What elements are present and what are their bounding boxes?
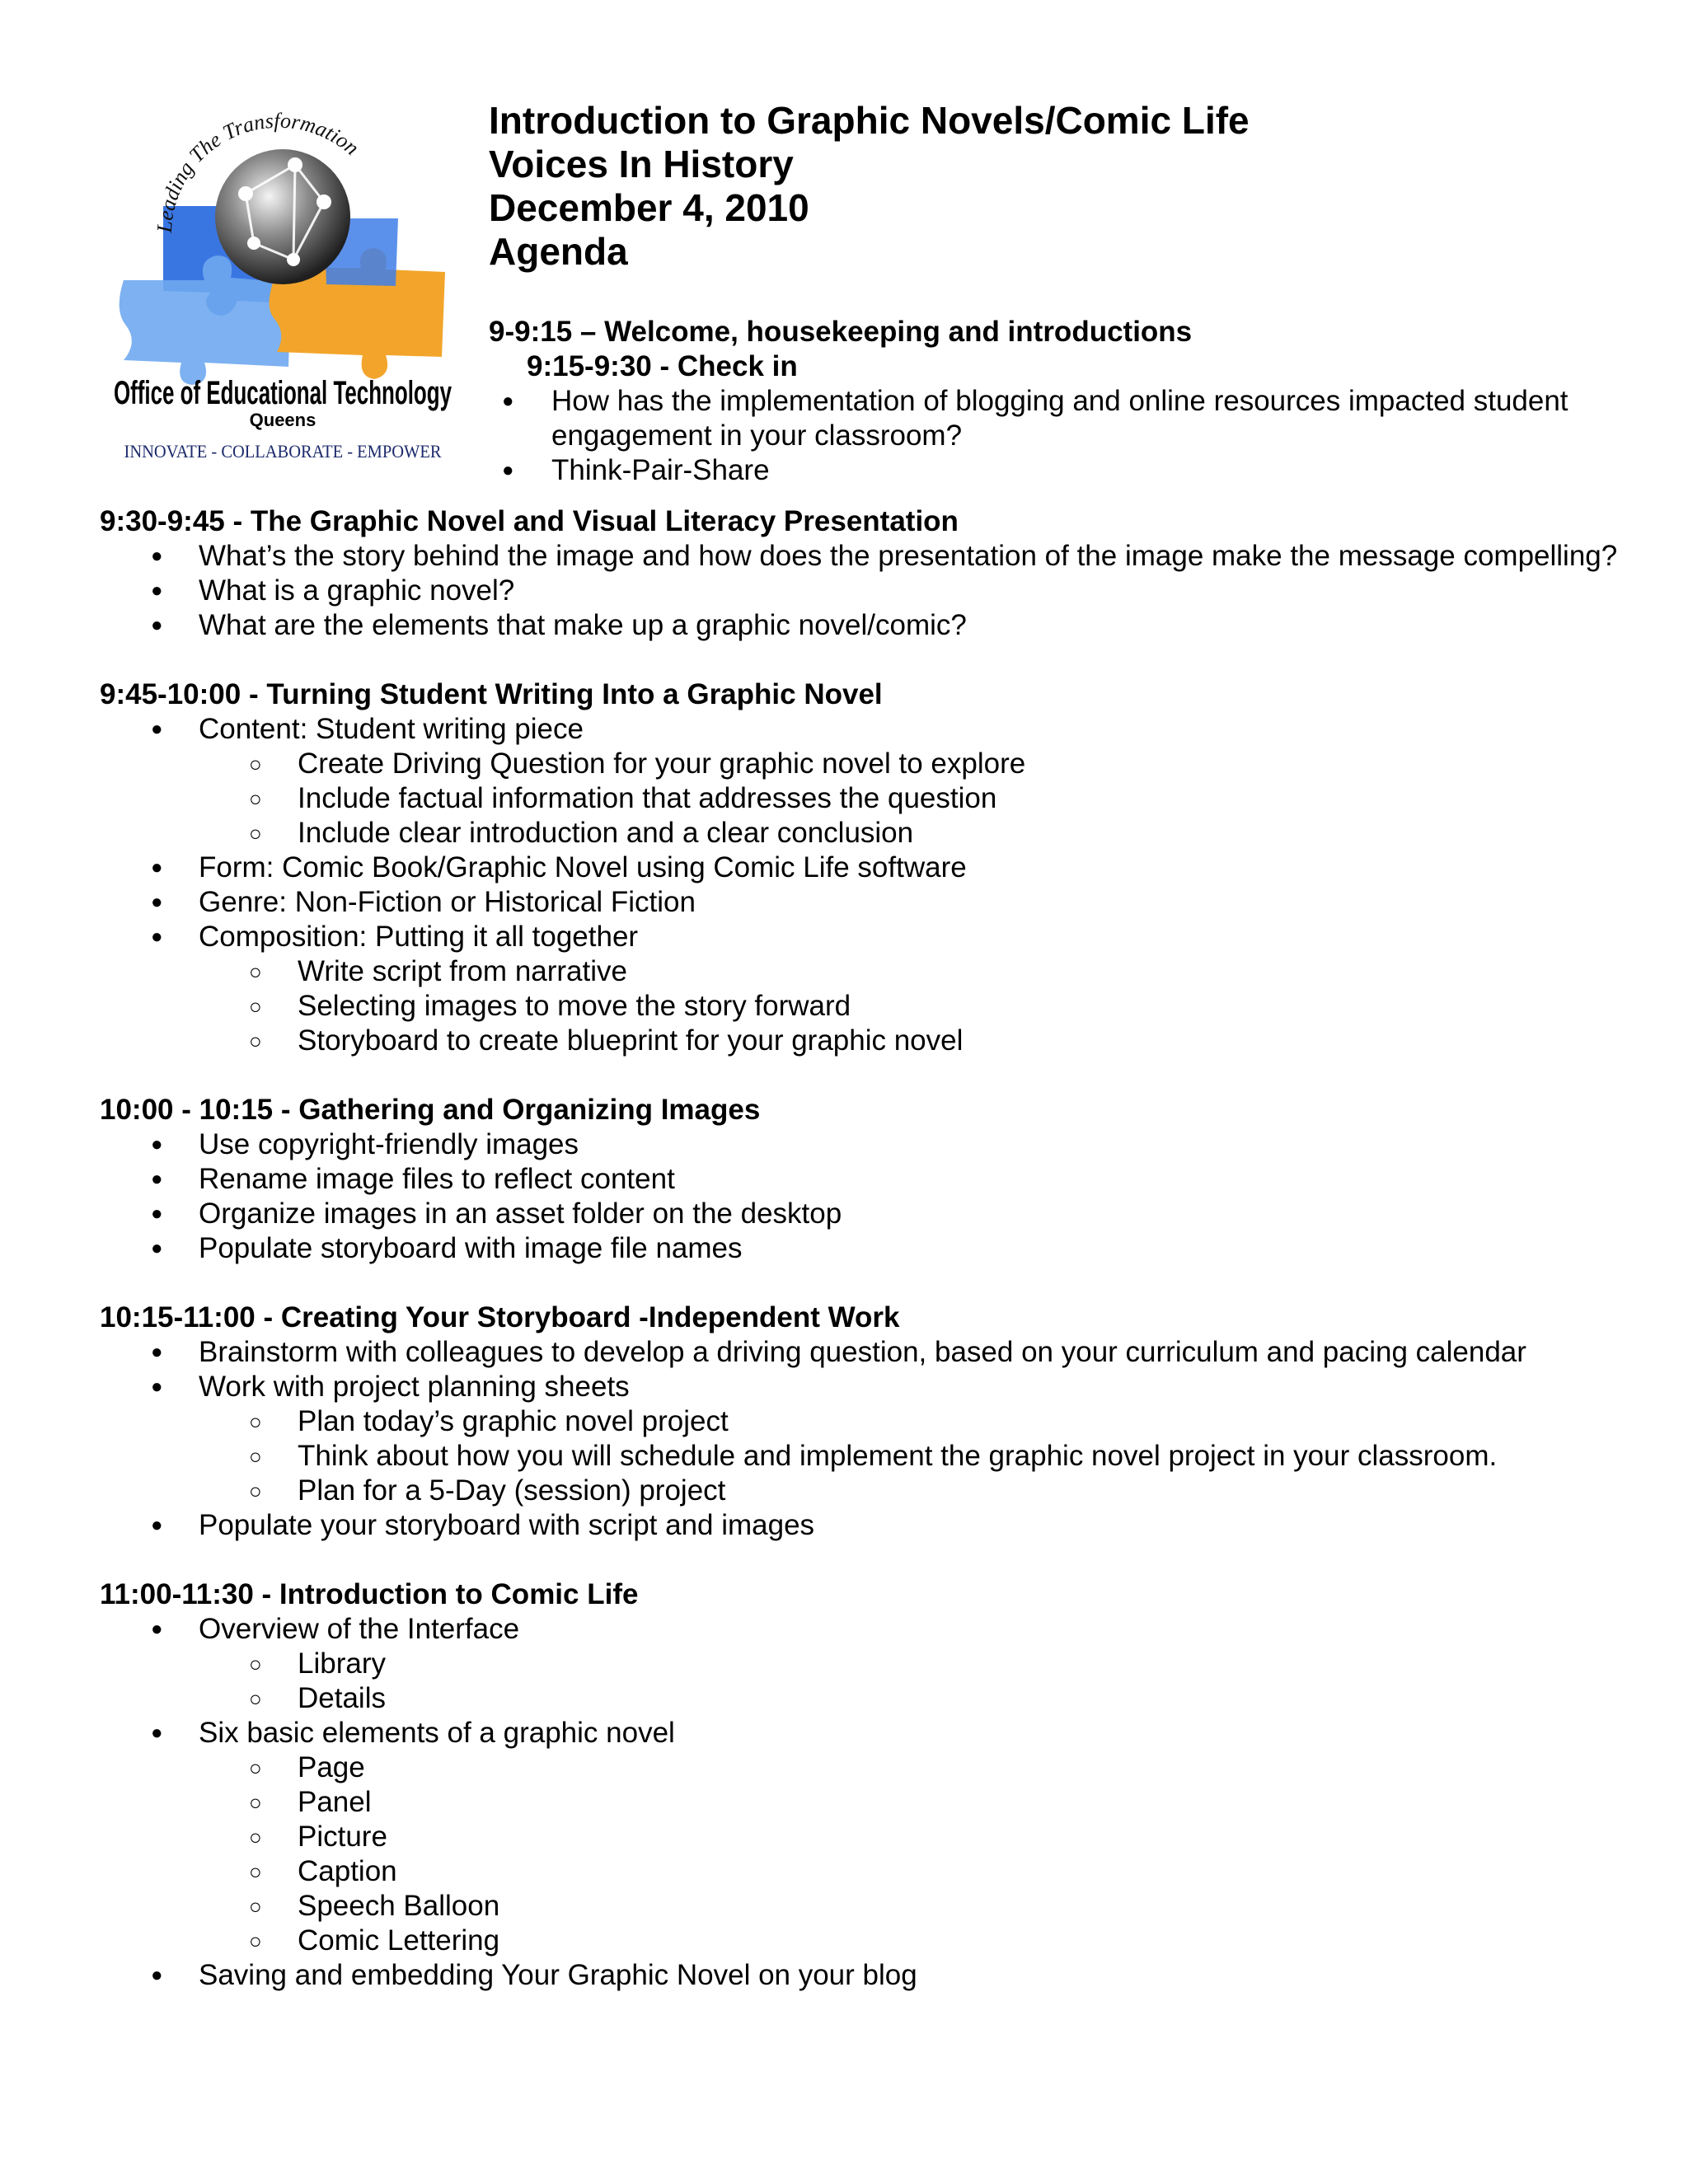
logo [106,95,460,470]
list-item: ● Use copyright-friendly images [100,1127,1649,1162]
section-heading: 10:00 - 10:15 - Gathering and Organizing Images [100,1094,761,1126]
list-item: ● Genre: Non-Fiction or Historical Fiction [100,885,1649,920]
list-item: ● Populate storyboard with image file names [100,1231,1649,1266]
logo-tagline: INNOVATE - COLLABORATE - EMPOWER [124,441,442,462]
sub-list-item: ○ Caption [100,1854,1649,1889]
list-item: ● What are the elements that make up a graphic novel/comic? [100,608,1649,643]
sub-list-item: ○ Details [100,1681,1649,1716]
section-graphic-novel-presentation [100,504,1649,643]
sub-list-item: ○ Storyboard to create blueprint for your graphic novel [100,1024,1649,1058]
checkin-list [451,384,1659,488]
section-heading: 9:30-9:45 - The Graphic Novel and Visual Literacy Presentation [100,505,959,537]
list-item: ● What is a graphic novel? [100,574,1649,608]
list-item: ● How has the implementation of blogging and online resources impacted student engagement in your classroom? [451,384,1659,453]
list-item: ● Content: Student writing piece [100,712,1649,747]
logo-borough: Queens [249,410,316,430]
list-item: ● Composition: Putting it all together [100,920,1649,954]
sub-list-item: ○ Include factual information that addresses the question [100,781,1649,816]
agenda-body [100,504,1649,2027]
sub-list-item: ○ Picture [100,1820,1649,1854]
checkin-heading: 9:15-9:30 - Check in [527,350,798,382]
sub-list-item: ○ Include clear introduction and a clear conclusion [100,816,1649,851]
section-storyboard [100,1301,1649,1543]
sub-list-item: ○ Library [100,1647,1649,1681]
document-subtitle: Voices In History [489,143,794,185]
section-gathering-images [100,1093,1649,1266]
sub-list-item: ○ Plan today’s graphic novel project [100,1404,1649,1439]
sub-list-item: ○ Selecting images to move the story forward [100,989,1649,1024]
section-heading: 11:00-11:30 - Introduction to Comic Life [100,1578,639,1610]
logo-graphic [106,95,460,470]
section-student-writing [100,677,1649,1058]
document-date: December 4, 2010 [489,186,809,229]
sub-list-item: ○ Write script from narrative [100,954,1649,989]
list-item: ● Organize images in an asset folder on the desktop [100,1197,1649,1231]
list-item: ● Rename image files to reflect content [100,1162,1649,1197]
bullet-list [100,1127,1649,1266]
list-item: ● Six basic elements of a graphic novel [100,1716,1649,1750]
bullet-list [100,712,1649,1058]
agenda-heading: Agenda [489,230,628,273]
list-item: ● Populate your storyboard with script and images [100,1508,1649,1543]
sub-list-item: ○ Speech Balloon [100,1889,1649,1924]
sub-list-item: ○ Page [100,1750,1649,1785]
section-comic-life [100,1577,1649,1993]
document-title: Introduction to Graphic Novels/Comic Life [489,99,1250,142]
sub-list-item: ○ Panel [100,1785,1649,1820]
sub-list-item: ○ Create Driving Question for your graphic novel to explore [100,747,1649,781]
welcome-heading: 9-9:15 – Welcome, housekeeping and introductions [489,316,1193,348]
list-item: ● Overview of the Interface [100,1612,1649,1647]
globe-icon [215,149,350,284]
list-item: ● Form: Comic Book/Graphic Novel using Comic Life software [100,851,1649,885]
list-item: ● Think-Pair-Share [451,453,1659,488]
header [489,99,1659,488]
bullet-list [100,1612,1649,1993]
sub-list-item: ○ Think about how you will schedule and implement the graphic novel project in your classroom. [100,1439,1649,1474]
list-item: ● Saving and embedding Your Graphic Novel on your blog [100,1958,1649,1993]
bullet-list [100,539,1649,643]
section-heading: 10:15-11:00 - Creating Your Storyboard -Independent Work [100,1301,900,1333]
sub-list-item: ○ Plan for a 5-Day (session) project [100,1474,1649,1508]
list-item: ● Work with project planning sheets [100,1370,1649,1404]
list-item: ● What’s the story behind the image and how does the presentation of the image make the message compelling? [100,539,1649,574]
sub-list-item: ○ Comic Lettering [100,1924,1649,1958]
bullet-list [100,1335,1649,1543]
section-heading: 9:45-10:00 - Turning Student Writing Into a Graphic Novel [100,678,883,710]
list-item: ● Brainstorm with colleagues to develop a driving question, based on your curriculum and pacing calendar [100,1335,1649,1370]
logo-org-name: Office of Educational Technology [114,375,452,411]
logo-arc-text: Leading The Transformation [152,108,364,234]
